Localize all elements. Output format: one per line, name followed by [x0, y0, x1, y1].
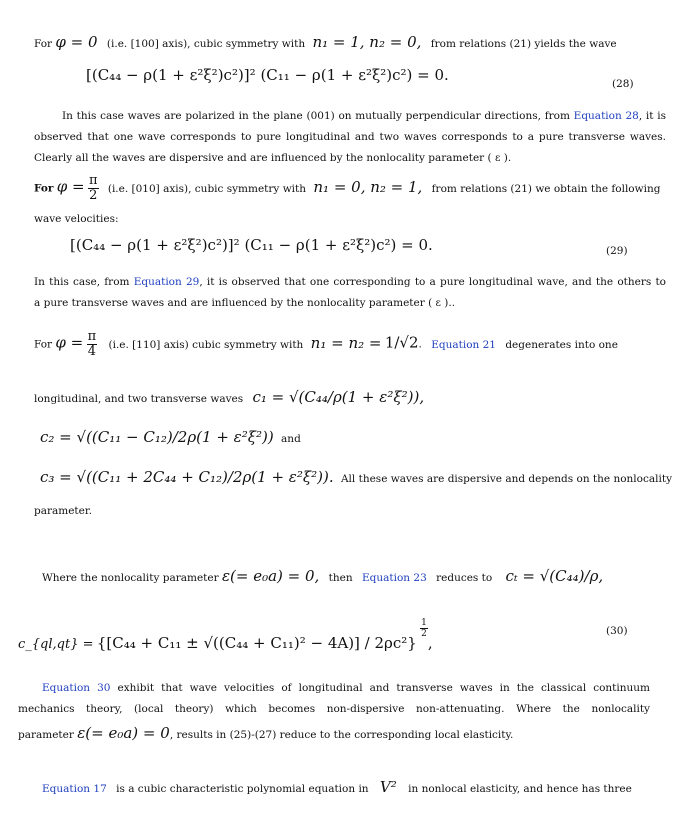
c3-formula: c₃ = √((C₁₁ + 2C₄₄ + C₁₂)/2ρ(1 + ε²ξ²)).	[40, 468, 334, 486]
n-values: n₁ = 0, n₂ = 1,	[313, 177, 423, 196]
equation-29	[70, 236, 433, 254]
equation-29-expr: [(C₄₄ − ρ(1 + ε²ξ²)c²)]² (C₁₁ − ρ(1 + ε²ξ²)c²) = 0.	[70, 236, 433, 254]
equation-28	[86, 66, 449, 84]
text-axis: (i.e. [010] axis), cubic symmetry with	[107, 182, 307, 195]
link-equation-30[interactable]: Equation 30	[42, 682, 111, 694]
text-relations: from relations (21) we obtain the following	[431, 182, 661, 195]
para-phi-pi4-line	[34, 330, 618, 359]
n-values: n₁ = 1, n₂ = 0,	[312, 33, 422, 51]
text: in nonlocal elasticity, and hence has three	[408, 783, 632, 795]
numerator: 1	[421, 618, 427, 628]
epsilon-zero: ε(= e₀a) = 0	[77, 724, 170, 742]
epsilon-zero: ε(= e₀a) = 0,	[221, 567, 320, 585]
equation-28-number: (28)	[612, 78, 634, 90]
dot: .	[418, 338, 422, 351]
text: parameter	[18, 729, 74, 741]
para-equation-17	[42, 778, 632, 796]
text: reduces to	[436, 572, 493, 584]
text: Where the nonlocality parameter	[42, 572, 219, 584]
one-over-root2: 1/√2	[384, 333, 419, 352]
c1-formula: c₁ = √(C₄₄/ρ(1 + ε²ξ²)),	[252, 388, 425, 406]
para-polarized	[34, 106, 666, 169]
text-for: For	[34, 38, 53, 50]
text: observed that one wave corresponds to pure longitudinal and two waves corresponds to a pure transverse waves.	[34, 131, 666, 143]
equation-30-number: (30)	[606, 625, 628, 637]
denominator: 2	[421, 629, 427, 639]
para-phi-pi2-line	[34, 174, 660, 203]
comma: ,	[427, 634, 433, 652]
text: then	[328, 572, 353, 584]
text-parameter: parameter.	[34, 505, 93, 517]
text-axis: (i.e. [100] axis), cubic symmetry with	[106, 38, 306, 50]
pi-over-2	[88, 174, 99, 203]
text-wave-velocities: wave velocities:	[34, 213, 119, 225]
c2-formula: c₂ = √((C₁₁ − C₁₂)/2ρ(1 + ε²ξ²))	[40, 428, 274, 446]
n-values: n₁ = n₂ =	[310, 333, 382, 352]
para-phi0-line	[34, 33, 617, 51]
denominator: 4	[87, 344, 96, 359]
link-equation-28[interactable]: Equation 28	[573, 110, 639, 122]
text-relations: from relations (21) yields the wave	[430, 38, 617, 50]
link-equation-29[interactable]: Equation 29	[133, 276, 200, 288]
text: a pure transverse waves and are influenced by the nonlocality parameter ( ε )..	[34, 297, 456, 309]
text: Clearly all the waves are dispersive and are influenced by the nonlocality parameter ( ε ).	[34, 152, 512, 164]
link-equation-21[interactable]: Equation 21	[431, 338, 496, 351]
phi: φ =	[56, 177, 85, 196]
longitudinal-line	[34, 388, 424, 406]
text: mechanics theory, (local theory) which becomes non-dispersive non-attenuating. Where the nonlocality	[18, 703, 650, 715]
text: In this case, from	[34, 276, 130, 288]
equation-28-expr: [(C₄₄ − ρ(1 + ε²ξ²)c²)]² (C₁₁ − ρ(1 + ε²ξ²)c²) = 0.	[86, 66, 449, 84]
link-equation-23[interactable]: Equation 23	[361, 572, 427, 584]
text-axis: (i.e. [110] axis) cubic symmetry with	[108, 338, 304, 351]
c2-line	[40, 428, 301, 446]
text-for: For	[34, 338, 53, 351]
v-squared: V²	[379, 778, 397, 796]
link-equation-17[interactable]: Equation 17	[42, 783, 107, 795]
text-for: For	[34, 182, 54, 195]
denominator: 2	[89, 188, 98, 203]
pi-over-4	[87, 330, 98, 359]
text: All these waves are dispersive and depends on the nonlocality	[340, 473, 672, 485]
equation-30-expr: {[C₄₄ + C₁₁ ± √((C₄₄ + C₁₁)² − 4A)] / 2ρc²}	[96, 634, 417, 652]
ct-formula: cₜ = √(C₄₄)/ρ,	[505, 567, 604, 585]
exponent-half	[420, 618, 428, 639]
phi: φ =	[55, 333, 84, 352]
text: , it is observed that one corresponding to a pure longitudinal wave, and the others to	[199, 276, 666, 288]
text: In this case waves are polarized in the plane (001) on mutually perpendicular directions, from	[62, 110, 570, 122]
text: , it is	[638, 110, 666, 122]
text: is a cubic characteristic polynomial equation in	[116, 783, 369, 795]
para-where-line	[42, 567, 603, 585]
equation-29-number: (29)	[606, 245, 628, 257]
equation-30-lhs: c_{ql,qt} =	[18, 637, 94, 652]
equation-30	[18, 618, 433, 652]
c3-line	[40, 468, 672, 486]
text: exhibit that wave velocities of longitudinal and transverse waves in the classical continuum	[117, 682, 650, 694]
text-and: and	[281, 433, 301, 445]
text: , results in (25)-(27) reduce to the corresponding local elasticity.	[169, 729, 514, 741]
phi-zero: φ = 0	[55, 33, 98, 51]
para-equation-30	[18, 678, 650, 746]
text: longitudinal, and two transverse waves	[34, 393, 244, 405]
numerator: π	[88, 173, 98, 188]
para-case-29	[34, 272, 666, 314]
text-degenerates: degenerates into one	[505, 338, 618, 351]
numerator: π	[87, 329, 97, 344]
